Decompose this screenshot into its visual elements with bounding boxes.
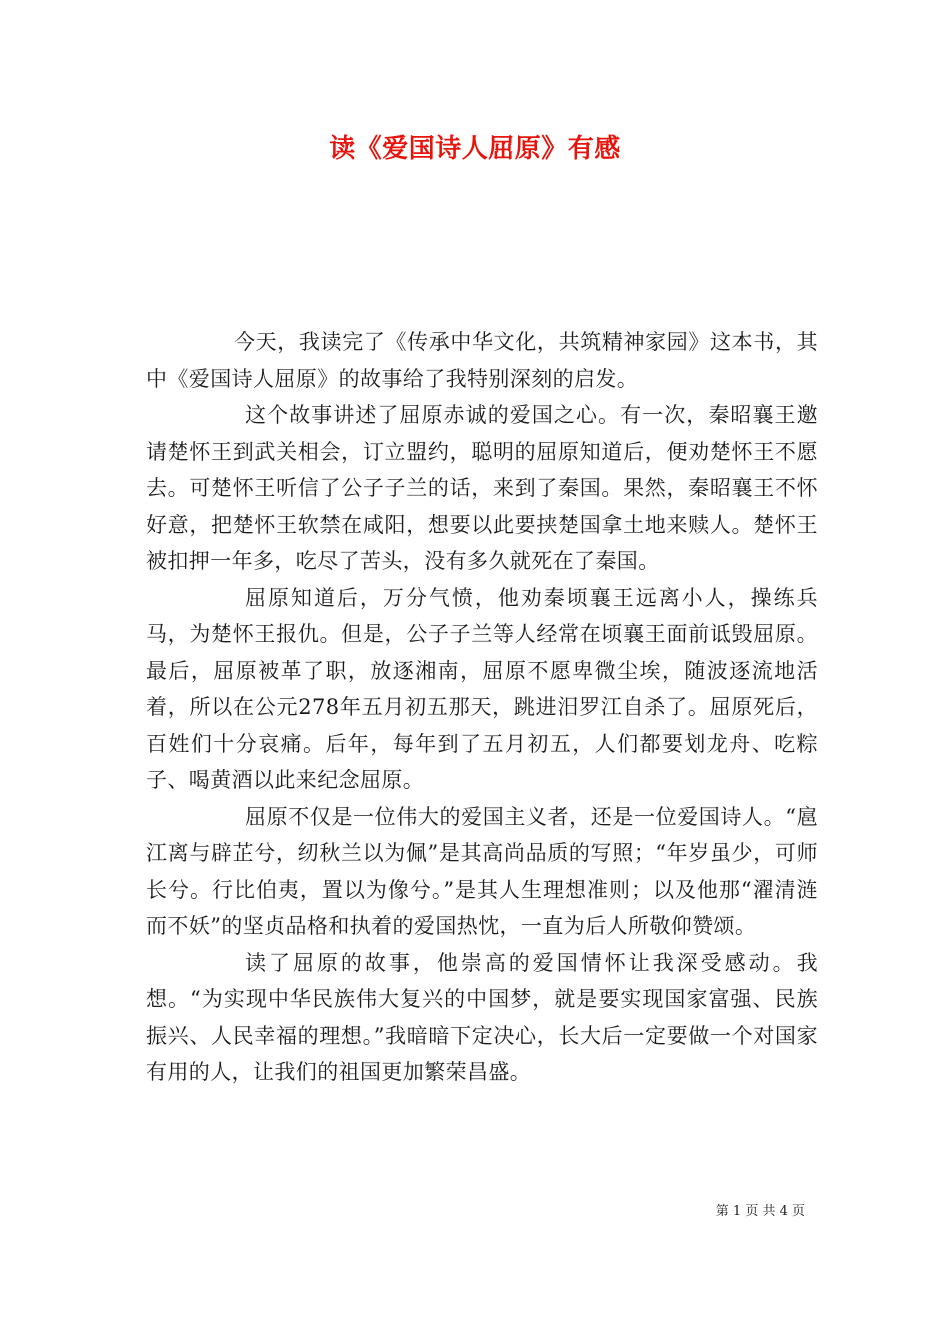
- paragraph-story: 这个故事讲述了屈原赤诚的爱国之心。有一次，秦昭襄王邀请楚怀王到武关相会，订立盟约，聪明的屈原知道后，便劝楚怀王不愿去。可楚怀王听信了公子子兰的话，来到了秦国。果然，秦昭襄王不怀好意，把楚怀王软禁在咸阳，想要以此要挟楚国拿土地来赎人。楚怀王被扣押一年多，吃尽了苦头，没有多久就死在了秦国。: [146, 403, 818, 573]
- paragraph-reflection: 读了屈原的故事，他崇高的爱国情怀让我深受感动。我想。“为实现中华民族伟大复兴的中国梦，就是要实现国家富强、民族振兴、人民幸福的理想。”我暗暗下定决心，长大后一定要做一个对国家有用的人，让我们的祖国更加繁荣昌盛。: [146, 950, 818, 1084]
- paragraph-exile: 屈原知道后，万分气愤，他劝秦顷襄王远离小人，操练兵马，为楚怀王报仇。但是，公子子兰等人经常在顷襄王面前诋毁屈原。最后，屈原被革了职，放逐湘南，屈原不愿卑微尘埃，随波逐流地活着，所以在公元278年五月初五那天，跳进汨罗江自杀了。屈原死后，百姓们十分哀痛。后年，每年到了五月初五，人们都要划龙舟、吃粽子、喝黄酒以此来纪念屈原。: [146, 585, 818, 792]
- document-title: 读《爱国诗人屈原》有感: [329, 134, 621, 164]
- document-body: [146, 324, 818, 1091]
- page-number-footer: 第 1 页 共 4 页: [715, 1204, 805, 1219]
- paragraph-poet: 屈原不仅是一位伟大的爱国主义者，还是一位爱国诗人。“扈江离与辟芷兮，纫秋兰以为佩”是其高尚品质的写照；“年岁虽少，可师长兮。行比伯夷，置以为像兮。”是其人生理想准则；以及他那“濯清涟而不妖”的坚贞品格和执着的爱国热忱，一直为后人所敬仰赞颂。: [146, 804, 818, 938]
- paragraph-intro: 今天，我读完了《传承中华文化，共筑精神家园》这本书，其中《爱国诗人屈原》的故事给了我特别深刻的启发。: [146, 330, 818, 391]
